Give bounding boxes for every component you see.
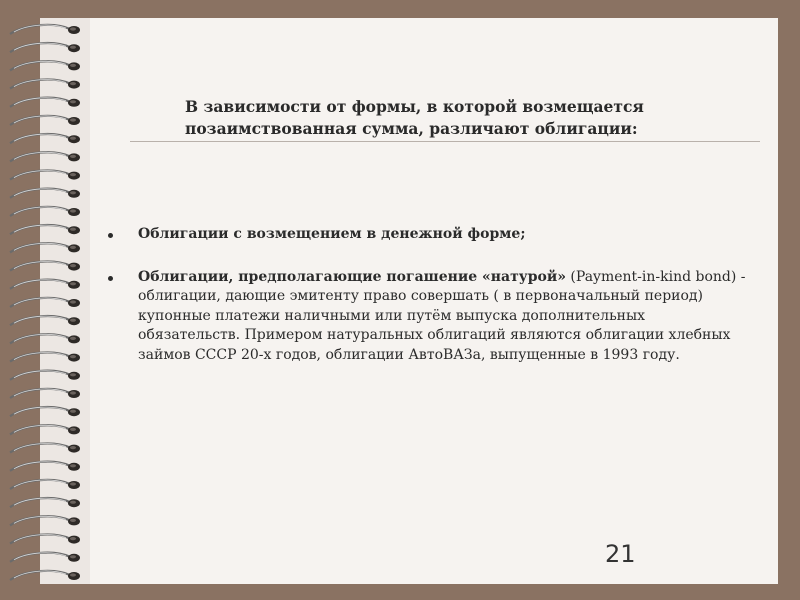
spiral-ring (10, 207, 80, 216)
spiral-ring (10, 443, 80, 452)
spiral-ring (10, 152, 80, 161)
bullet-icon (108, 276, 113, 281)
spiral-ring (10, 571, 80, 580)
page-number: 21 (605, 540, 636, 568)
spiral-ring (10, 316, 80, 325)
spiral-ring (10, 61, 80, 70)
spiral-ring (10, 79, 80, 88)
bullet-icon (108, 233, 113, 238)
title-divider (130, 141, 760, 142)
bullet-bold-text: Облигации, предполагающие погашение «натурой» (138, 268, 566, 285)
spiral-ring (10, 243, 80, 252)
spiral-ring (10, 462, 80, 471)
spiral-ring (10, 516, 80, 525)
bullet-text: Облигации с возмещением в денежной форме; (138, 226, 526, 242)
spiral-ring (10, 134, 80, 143)
spiral-ring (10, 98, 80, 107)
spiral-ring (10, 425, 80, 434)
spiral-ring (10, 534, 80, 543)
spiral-ring (10, 498, 80, 507)
spiral-ring (10, 371, 80, 380)
spiral-ring (10, 280, 80, 289)
spiral-ring (10, 553, 80, 562)
spiral-ring (10, 352, 80, 361)
spiral-ring (10, 116, 80, 125)
bullet-list (108, 225, 748, 388)
spiral-ring (10, 261, 80, 270)
spiral-ring (10, 480, 80, 489)
spiral-ring (10, 407, 80, 416)
spiral-ring (10, 43, 80, 52)
spiral-ring (10, 298, 80, 307)
list-item (108, 268, 748, 366)
spiral-ring (10, 170, 80, 179)
spiral-binding-icon (0, 18, 95, 584)
spiral-ring (10, 389, 80, 398)
spiral-ring (10, 334, 80, 343)
slide-title: В зависимости от формы, в которой возмещается позаимствованная сумма, различают облигации: (185, 97, 644, 138)
spiral-ring (10, 189, 80, 198)
bullet-rest-text: (Payment-in-kind bond) - облигации, дающие эмитенту право совершать ( в первоначальный период) купонные платежи наличными или путём выпуска дополнительных обязательств. Примером натуральных облигаций являются облигации хлебных займов СССР 20-х годов, облигации АвтоВАЗа, выпущенные в 1993 году. (138, 268, 746, 363)
spiral-ring (10, 225, 80, 234)
list-item (108, 225, 748, 245)
spiral-ring (10, 25, 80, 34)
